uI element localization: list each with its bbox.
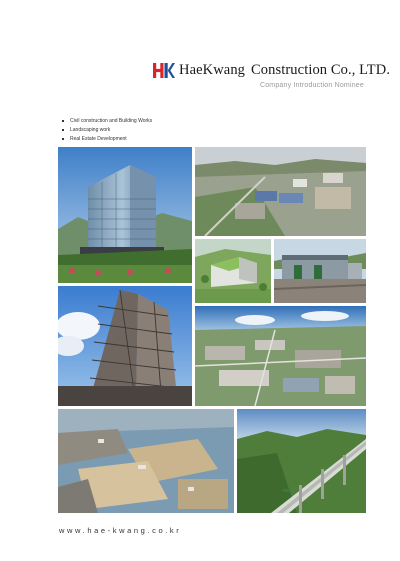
aerial-industrial-complex-photo	[195, 147, 366, 236]
service-item: Civil construction and Building Works	[62, 117, 152, 126]
tagline: Company Introduction Nominee	[259, 82, 364, 89]
company-logo-icon	[153, 63, 175, 78]
company-name-part1: HaeKwang	[179, 62, 246, 78]
company-name-part2: Construction Co., LTD.	[251, 62, 391, 78]
footer-website: www.hae-kwang.co.kr	[59, 526, 182, 535]
services-list	[62, 117, 152, 144]
aerial-city-development-photo	[195, 306, 366, 406]
page-header	[0, 0, 400, 100]
service-item: Landscaping work	[62, 126, 152, 135]
company-name	[179, 62, 390, 79]
service-item: Real Estate Development	[62, 135, 152, 144]
highway-bridge-photo	[237, 409, 366, 513]
tower-under-construction-photo	[58, 286, 192, 406]
port-reclamation-photo	[58, 409, 234, 513]
office-tower-photo	[58, 147, 192, 283]
green-rooftop-building-photo	[195, 239, 271, 303]
warehouse-facility-photo	[274, 239, 366, 303]
